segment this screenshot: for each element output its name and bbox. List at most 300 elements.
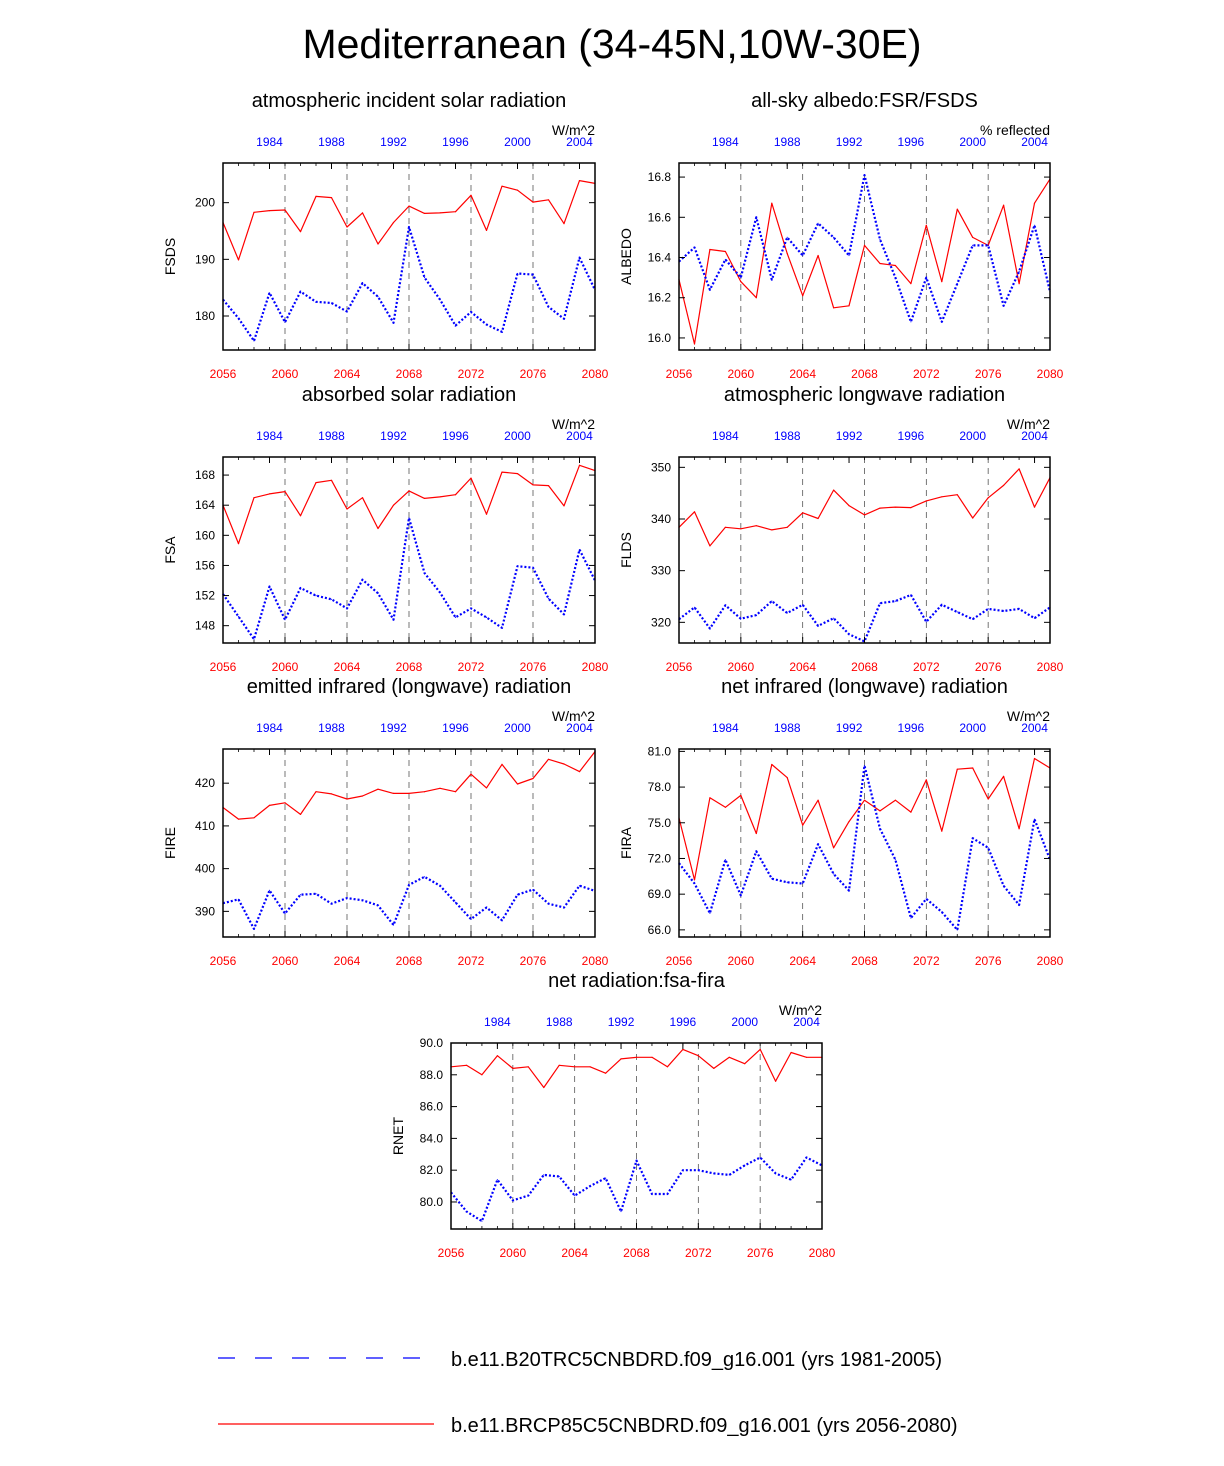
data-point-future [1034, 758, 1035, 759]
data-point-historical [833, 873, 834, 874]
x-tick-label-top: 1992 [835, 721, 863, 735]
x-tick-label-bottom: 2068 [851, 367, 878, 381]
x-tick-label-top: 1984 [712, 429, 739, 443]
x-tick-label-top: 1984 [484, 1015, 511, 1029]
x-tick-label-top: 1988 [545, 1015, 573, 1029]
data-point-future [709, 249, 710, 250]
x-tick-label-top: 2004 [566, 135, 593, 149]
data-point-future [563, 505, 564, 506]
x-tick-label-bottom: 2076 [746, 1246, 774, 1260]
x-tick-label-top: 1988 [773, 721, 801, 735]
panel-units: W/m^2 [551, 708, 595, 724]
x-tick-label-top: 1992 [607, 1015, 635, 1029]
data-point-historical [848, 255, 849, 256]
x-tick-label-bottom: 2080 [808, 1246, 836, 1260]
data-point-future [651, 1057, 652, 1058]
data-point-future [424, 213, 425, 214]
x-tick-label-top: 1992 [835, 429, 863, 443]
data-point-historical [1034, 819, 1035, 820]
data-point-future [972, 767, 973, 768]
y-tick-label: 78.0 [647, 780, 671, 795]
x-tick-label-bottom: 2068 [851, 954, 878, 968]
data-point-historical [377, 593, 378, 594]
data-point-future [269, 493, 270, 494]
data-point-future [756, 525, 757, 526]
data-point-future [393, 505, 394, 506]
x-tick-label-bottom: 2072 [912, 660, 940, 674]
data-point-historical [331, 302, 332, 303]
data-point-historical [393, 619, 394, 620]
x-tick-label-top: 1992 [835, 135, 863, 149]
data-point-historical [756, 217, 757, 218]
x-tick-label-top: 2000 [504, 721, 531, 735]
x-tick-label-top: 1992 [380, 429, 407, 443]
data-point-historical [1003, 610, 1004, 611]
data-point-historical [439, 885, 440, 886]
x-tick-label-bottom: 2072 [457, 660, 485, 674]
data-point-historical [269, 586, 270, 587]
x-tick-label-top: 2000 [959, 429, 987, 443]
data-point-future [517, 190, 518, 191]
data-point-historical [725, 859, 726, 860]
data-point-future [532, 778, 533, 779]
x-tick-label-bottom: 2056 [665, 660, 693, 674]
data-point-future [559, 1065, 560, 1066]
data-point-historical [910, 594, 911, 595]
y-tick-label: 16.4 [647, 250, 671, 265]
x-tick-label-top: 2000 [959, 135, 987, 149]
data-point-future [818, 800, 819, 801]
data-point-historical [895, 859, 896, 860]
data-point-historical [579, 257, 580, 258]
data-point-future [910, 283, 911, 284]
data-point-future [972, 237, 973, 238]
data-point-historical [941, 911, 942, 912]
data-point-historical [818, 625, 819, 626]
x-tick-label-bottom: 2068 [395, 660, 423, 674]
data-point-future [315, 791, 316, 792]
data-point-future [532, 484, 533, 485]
data-point-historical [988, 245, 989, 246]
y-tick-label: 90.0 [419, 1036, 443, 1050]
data-point-future [408, 490, 409, 491]
data-point-historical [818, 844, 819, 845]
data-point-future [791, 1052, 792, 1053]
data-point-future [548, 199, 549, 200]
x-tick-label-top: 1988 [773, 429, 801, 443]
x-tick-label-top: 2000 [504, 135, 531, 149]
data-point-historical [563, 318, 564, 319]
y-tick-label: 86.0 [419, 1099, 443, 1114]
data-point-future [579, 180, 580, 181]
data-point-future [548, 759, 549, 760]
y-tick-label: 156 [194, 558, 215, 573]
data-point-historical [346, 608, 347, 609]
data-point-future [848, 505, 849, 506]
data-point-future [926, 500, 927, 501]
data-point-historical [941, 321, 942, 322]
data-point-future [864, 800, 865, 801]
x-tick-label-top: 1996 [442, 721, 469, 735]
data-point-future [346, 226, 347, 227]
data-point-historical [709, 289, 710, 290]
data-point-future [760, 1049, 761, 1050]
x-tick-label-top: 1988 [318, 429, 345, 443]
data-point-future [1019, 828, 1020, 829]
data-point-historical [698, 1170, 699, 1171]
data-point-historical [579, 549, 580, 550]
data-point-future [439, 212, 440, 213]
panel-units: % reflected [979, 122, 1050, 138]
data-point-historical [771, 279, 772, 280]
data-point-future [957, 769, 958, 770]
data-point-historical [470, 919, 471, 920]
data-point-future [1003, 776, 1004, 777]
data-point-historical [481, 1221, 482, 1222]
data-point-historical [1034, 225, 1035, 226]
data-point-historical [818, 223, 819, 224]
panel-units: W/m^2 [551, 416, 595, 432]
data-point-historical [590, 1186, 591, 1187]
data-point-historical [300, 291, 301, 292]
data-point-historical [833, 237, 834, 238]
data-point-historical [559, 1176, 560, 1177]
data-point-historical [377, 296, 378, 297]
data-point-future [439, 788, 440, 789]
x-tick-label-bottom: 2064 [333, 367, 361, 381]
panels [162, 90, 1064, 1260]
data-point-historical [941, 604, 942, 605]
data-point-historical [455, 902, 456, 903]
y-tick-label: 190 [194, 252, 215, 267]
data-point-future [346, 508, 347, 509]
data-point-historical [346, 898, 347, 899]
y-tick-label: 320 [650, 615, 671, 630]
data-point-historical [424, 572, 425, 573]
panel-fsds [162, 90, 609, 381]
data-point-historical [253, 340, 254, 341]
data-point-historical [694, 607, 695, 608]
data-point-historical [667, 1193, 668, 1194]
data-point-historical [532, 274, 533, 275]
data-point-future [605, 1073, 606, 1074]
x-tick-label-bottom: 2076 [519, 954, 547, 968]
data-point-future [253, 497, 254, 498]
data-point-future [1019, 468, 1020, 469]
data-point-future [1003, 485, 1004, 486]
y-tick-label: 75.0 [647, 815, 671, 830]
data-point-historical [439, 592, 440, 593]
data-point-historical [957, 611, 958, 612]
data-point-future [926, 225, 927, 226]
panel-title: net radiation:fsa-fira [548, 970, 725, 992]
panel-fsa [162, 384, 609, 674]
panel-title: atmospheric incident solar radiation [251, 90, 567, 112]
data-point-future [910, 507, 911, 508]
data-point-historical [756, 615, 757, 616]
legend-label-historical: b.e11.B20TRC5CNBDRD.f09_g16.001 (yrs 1981-2005) [451, 1349, 943, 1371]
x-tick-label-bottom: 2060 [271, 954, 299, 968]
data-point-historical [848, 890, 849, 891]
data-point-historical [682, 1170, 683, 1171]
data-point-historical [833, 618, 834, 619]
data-point-historical [1019, 271, 1020, 272]
y-axis-label: FIRE [162, 827, 178, 859]
data-point-future [864, 245, 865, 246]
x-tick-label-top: 1988 [318, 135, 345, 149]
data-point-historical [1003, 305, 1004, 306]
data-point-historical [455, 617, 456, 618]
data-point-future [818, 518, 819, 519]
data-point-historical [879, 239, 880, 240]
x-tick-label-bottom: 2060 [271, 367, 299, 381]
data-point-historical [512, 1200, 513, 1201]
x-tick-label-bottom: 2064 [789, 367, 817, 381]
data-point-future [988, 798, 989, 799]
data-point-historical [548, 306, 549, 307]
data-point-future [331, 197, 332, 198]
data-point-future [466, 1065, 467, 1066]
data-point-future [818, 255, 819, 256]
data-point-historical [879, 828, 880, 829]
data-point-historical [864, 175, 865, 176]
x-tick-label-bottom: 2060 [499, 1246, 527, 1260]
data-point-historical [362, 900, 363, 901]
data-point-historical [408, 226, 409, 227]
data-point-historical [517, 273, 518, 274]
y-axis-label: ALBEDO [618, 228, 634, 285]
panel-fira [618, 676, 1064, 968]
x-tick-label-top: 2004 [793, 1015, 820, 1029]
data-point-future [439, 496, 440, 497]
data-point-historical [713, 1173, 714, 1174]
x-tick-label-top: 1992 [380, 721, 407, 735]
data-point-historical [548, 598, 549, 599]
data-point-future [725, 527, 726, 528]
data-point-historical [725, 605, 726, 606]
data-point-future [787, 253, 788, 254]
panel-units: W/m^2 [1006, 708, 1050, 724]
data-point-historical [315, 595, 316, 596]
y-tick-label: 390 [194, 904, 215, 919]
x-tick-label-bottom: 2080 [581, 367, 609, 381]
data-point-historical [300, 894, 301, 895]
data-point-historical [393, 322, 394, 323]
data-point-future [517, 473, 518, 474]
data-point-future [424, 498, 425, 499]
x-tick-label-bottom: 2076 [519, 367, 547, 381]
data-point-historical [848, 634, 849, 635]
data-point-future [393, 793, 394, 794]
data-point-future [725, 251, 726, 252]
data-point-future [667, 1066, 668, 1067]
x-tick-label-top: 1996 [897, 721, 925, 735]
data-point-future [740, 795, 741, 796]
x-tick-label-bottom: 2056 [209, 367, 237, 381]
data-point-future [563, 763, 564, 764]
data-point-historical [802, 883, 803, 884]
data-point-historical [486, 324, 487, 325]
data-point-historical [574, 1195, 575, 1196]
legend-label-future: b.e11.BRCP85C5CNBDRD.f09_g16.001 (yrs 2056-2080) [451, 1415, 958, 1437]
data-point-future [300, 814, 301, 815]
x-tick-label-bottom: 2060 [727, 367, 755, 381]
data-point-historical [470, 608, 471, 609]
x-tick-label-bottom: 2076 [519, 660, 547, 674]
data-point-historical [408, 517, 409, 518]
data-point-future [802, 512, 803, 513]
x-tick-label-top: 2004 [566, 429, 593, 443]
data-point-future [636, 1057, 637, 1058]
data-point-historical [563, 614, 564, 615]
data-point-historical [957, 929, 958, 930]
data-point-historical [528, 1195, 529, 1196]
data-point-future [284, 209, 285, 210]
x-tick-label-top: 1996 [669, 1015, 697, 1029]
data-point-historical [787, 882, 788, 883]
data-point-future [879, 810, 880, 811]
data-point-historical [501, 331, 502, 332]
data-point-future [408, 206, 409, 207]
panel-units: W/m^2 [778, 1002, 822, 1018]
data-point-future [833, 847, 834, 848]
y-tick-label: 200 [194, 195, 215, 210]
data-point-future [787, 527, 788, 528]
data-point-historical [787, 612, 788, 613]
data-point-historical [1034, 618, 1035, 619]
data-point-future [620, 1058, 621, 1059]
x-tick-label-top: 2004 [1021, 135, 1048, 149]
data-point-future [512, 1068, 513, 1069]
x-tick-label-bottom: 2072 [457, 954, 485, 968]
data-point-future [470, 478, 471, 479]
data-point-historical [424, 876, 425, 877]
data-point-future [408, 793, 409, 794]
data-point-historical [709, 628, 710, 629]
data-point-historical [910, 321, 911, 322]
x-tick-label-bottom: 2072 [912, 954, 940, 968]
panel-title: net infrared (longwave) radiation [721, 676, 1008, 698]
data-point-historical [238, 616, 239, 617]
data-point-future [787, 777, 788, 778]
x-tick-label-top: 1996 [442, 135, 469, 149]
x-tick-label-bottom: 2056 [665, 954, 693, 968]
data-point-future [729, 1057, 730, 1058]
x-tick-label-top: 1984 [712, 721, 739, 735]
data-point-historical [408, 884, 409, 885]
data-point-future [486, 787, 487, 788]
legend [218, 1349, 958, 1437]
x-tick-label-bottom: 2064 [333, 660, 361, 674]
data-point-future [532, 202, 533, 203]
data-point-future [771, 203, 772, 204]
y-axis-label: FIRA [618, 827, 634, 859]
data-point-historical [972, 619, 973, 620]
data-point-future [579, 465, 580, 466]
x-tick-label-top: 1988 [773, 135, 801, 149]
y-tick-label: 69.0 [647, 887, 671, 902]
data-point-historical [486, 907, 487, 908]
data-point-future [528, 1066, 529, 1067]
data-point-future [393, 222, 394, 223]
x-tick-label-top: 1984 [256, 429, 283, 443]
data-point-future [377, 243, 378, 244]
data-point-future [300, 231, 301, 232]
data-point-future [455, 211, 456, 212]
data-point-future [486, 230, 487, 231]
data-point-historical [269, 292, 270, 293]
data-point-historical [238, 899, 239, 900]
y-tick-label: 410 [194, 818, 215, 833]
y-axis-label: FLDS [618, 532, 634, 568]
data-point-future [501, 472, 502, 473]
data-point-historical [910, 917, 911, 918]
data-point-future [744, 1063, 745, 1064]
y-tick-label: 84.0 [419, 1131, 443, 1146]
data-point-historical [972, 838, 973, 839]
data-point-future [238, 543, 239, 544]
x-tick-label-bottom: 2060 [727, 954, 755, 968]
x-tick-label-bottom: 2076 [974, 954, 1002, 968]
data-point-future [1019, 283, 1020, 284]
y-axis-label: FSDS [162, 237, 178, 276]
data-point-historical [926, 277, 927, 278]
x-tick-label-top: 1996 [897, 135, 925, 149]
data-point-historical [802, 604, 803, 605]
data-point-historical [543, 1174, 544, 1175]
data-point-future [346, 798, 347, 799]
data-point-future [470, 774, 471, 775]
data-point-future [895, 265, 896, 266]
data-point-future [833, 490, 834, 491]
data-point-historical [470, 311, 471, 312]
data-point-historical [424, 277, 425, 278]
data-point-historical [501, 627, 502, 628]
y-axis-label: RNET [390, 1116, 406, 1156]
data-point-historical [1019, 904, 1020, 905]
data-point-future [694, 879, 695, 880]
data-point-future [284, 802, 285, 803]
data-point-future [941, 281, 942, 282]
data-point-future [517, 783, 518, 784]
data-point-future [377, 789, 378, 790]
y-tick-label: 420 [194, 776, 215, 791]
data-point-future [315, 196, 316, 197]
data-point-historical [694, 247, 695, 248]
x-tick-label-bottom: 2064 [789, 660, 817, 674]
y-tick-label: 164 [194, 498, 215, 513]
data-point-future [253, 212, 254, 213]
y-tick-label: 152 [194, 588, 215, 603]
data-point-future [775, 1081, 776, 1082]
data-point-historical [879, 603, 880, 604]
x-tick-label-bottom: 2072 [912, 367, 940, 381]
data-point-future [455, 494, 456, 495]
data-point-historical [988, 608, 989, 609]
data-point-historical [253, 928, 254, 929]
x-tick-label-top: 1988 [318, 721, 345, 735]
y-tick-label: 180 [194, 309, 215, 323]
data-point-historical [238, 318, 239, 319]
data-point-historical [791, 1179, 792, 1180]
panel-units: W/m^2 [551, 122, 595, 138]
x-tick-label-top: 2004 [1021, 429, 1048, 443]
data-point-historical [548, 903, 549, 904]
data-point-future [269, 805, 270, 806]
y-tick-label: 81.0 [647, 744, 671, 759]
data-point-historical [284, 913, 285, 914]
data-point-future [709, 545, 710, 546]
